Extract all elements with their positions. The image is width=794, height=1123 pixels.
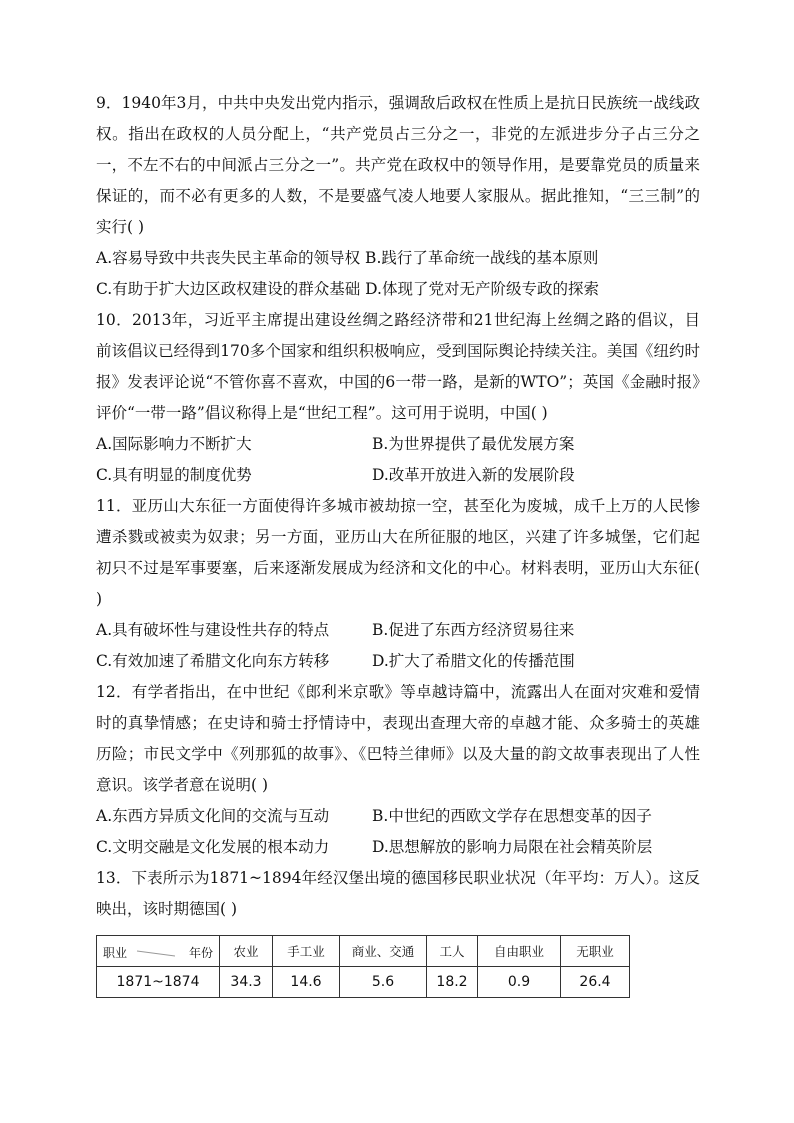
table-header-cell: 商业、交通 <box>340 936 427 967</box>
table-cell: 14.6 <box>273 967 340 998</box>
option-b: B.为世界提供了最优发展方案 <box>372 435 575 453</box>
option-d: D.改革开放进入新的发展阶段 <box>372 466 575 484</box>
question-12-options-row1 <box>96 801 700 832</box>
table-header-cell: 农业 <box>220 936 273 967</box>
option-a: A.具有破坏性与建设性共存的特点 <box>96 621 330 639</box>
corner-label-year: 年份 <box>188 946 213 960</box>
option-d: D.扩大了希腊文化的传播范围 <box>372 652 575 670</box>
table-cell: 18.2 <box>427 967 478 998</box>
question-11-options-row1 <box>96 615 700 646</box>
table-header-cell: 无职业 <box>561 936 630 967</box>
table-header-cell: 自由职业 <box>478 936 561 967</box>
table-header-row <box>97 936 630 967</box>
table-corner-cell <box>97 936 220 967</box>
question-9-options-ab: A.容易导致中共丧失民主革命的领导权 B.践行了革命统一战线的基本原则 <box>96 249 599 267</box>
question-13-stem: 13．下表所示为1871~1894年经汉堡出境的德国移民职业状况（年平均：万人）。这反映出，该时期德国( ) <box>96 869 700 918</box>
option-b: B.促进了东西方经济贸易往来 <box>372 621 575 639</box>
corner-label-occupation: 职业 <box>103 946 128 960</box>
option-a: A.国际影响力不断扩大 <box>96 435 252 453</box>
question-12-options-row2 <box>96 832 700 863</box>
option-d: D.思想解放的影响力局限在社会精英阶层 <box>372 838 653 856</box>
question-10-options-row2 <box>96 460 700 491</box>
question-12-stem: 12．有学者指出，在中世纪《郎利米京歌》等卓越诗篇中，流露出人在面对灾难和爱情时的真挚情感；在史诗和骑士抒情诗中，表现出查理大帝的卓越才能、众多骑士的英雄历险；市民文学中《列那狐的故事》、《巴特兰律师》以及大量的韵文故事表现出了人性意识。该学者意在说明( ) <box>96 683 700 794</box>
question-10-options-row1 <box>96 429 700 460</box>
table-row-label: 1871~1874 <box>97 967 220 998</box>
question-9-options-cd: C.有助于扩大边区政权建设的群众基础 D.体现了党对无产阶级专政的探索 <box>96 280 599 298</box>
option-a: A.东西方异质文化间的交流与互动 <box>96 807 330 825</box>
table-cell: 0.9 <box>478 967 561 998</box>
table-cell: 5.6 <box>340 967 427 998</box>
table-row <box>97 967 630 998</box>
option-c: C.有效加速了希腊文化向东方转移 <box>96 652 330 670</box>
exam-page <box>96 88 700 998</box>
table-header-cell: 工人 <box>427 936 478 967</box>
question-11-options-row2 <box>96 646 700 677</box>
option-c: C.具有明显的制度优势 <box>96 466 252 484</box>
table-cell: 26.4 <box>561 967 630 998</box>
emigration-table <box>96 935 630 998</box>
table-cell: 34.3 <box>220 967 273 998</box>
question-11-stem: 11．亚历山大东征一方面使得许多城市被劫掠一空，甚至化为废城，成千上万的人民惨遭杀戮或被卖为奴隶；另一方面，亚历山大在所征服的地区，兴建了许多城堡，它们起初只不过是军事要塞，后来逐渐发展成为经济和文化的中心。材料表明，亚历山大东征( ) <box>96 497 700 608</box>
option-b: B.中世纪的西欧文学存在思想变革的因子 <box>372 807 652 825</box>
question-9-stem: 9．1940年3月，中共中央发出党内指示，强调敌后政权在性质上是抗日民族统一战线政权。指出在政权的人员分配上，“共产党员占三分之一，非党的左派进步分子占三分之一，不左不右的中间派占三分之一”。共产党在政权中的领导作用，是要靠党员的质量来保证的，而不必有更多的人数，不是要盛气凌人地要人家服从。据此推知，“三三制”的实行( ) <box>96 94 700 236</box>
option-c: C.文明交融是文化发展的根本动力 <box>96 838 330 856</box>
table-header-cell: 手工业 <box>273 936 340 967</box>
question-10-stem: 10．2013年，习近平主席提出建设丝绸之路经济带和21世纪海上丝绸之路的倡议，目前该倡议已经得到170多个国家和组织积极响应，受到国际舆论持续关注。美国《纽约时报》发表评论说“不管你喜不喜欢，中国的6一带一路，是新的WTO”；英国《金融时报》评价“一带一路”倡议称得上是“世纪工程”。这可用于说明，中国( ) <box>96 311 700 422</box>
